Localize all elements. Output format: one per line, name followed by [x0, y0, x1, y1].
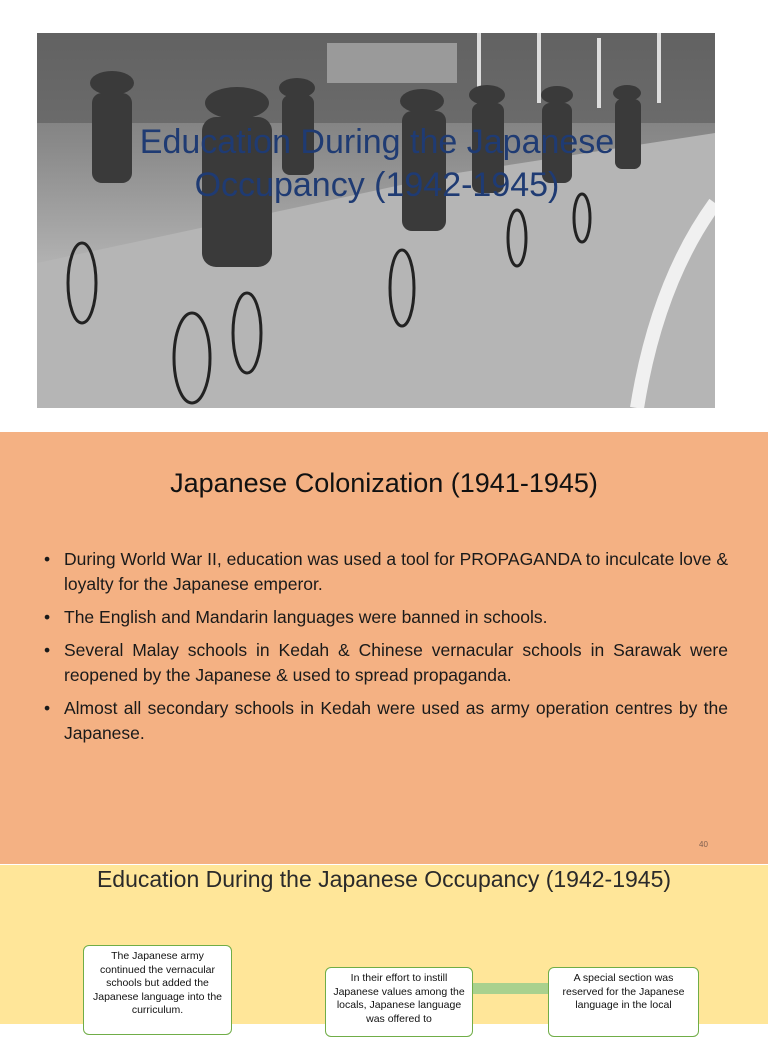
photo-illustration	[37, 33, 715, 408]
info-box-3: A special section was reserved for the Japanese language in the local	[548, 967, 699, 1037]
bullet-icon: •	[44, 698, 51, 718]
connector-bar	[473, 983, 548, 994]
list-item: • The English and Mandarin languages were banned in schools.	[44, 605, 728, 630]
slide-1	[0, 0, 768, 432]
soldiers-on-bicycles-photo	[37, 33, 715, 408]
slide-number: 40	[699, 840, 708, 849]
bullet-icon: •	[44, 607, 51, 627]
bullet-icon: •	[44, 549, 51, 569]
list-item: • Almost all secondary schools in Kedah were used as army operation centres by the Japanese.	[44, 698, 728, 743]
slide-1-title: Education During the Japanese Occupancy (1942-1945)	[139, 123, 615, 204]
slide-2	[0, 432, 768, 864]
list-item: • Several Malay schools in Kedah & Chinese vernacular schools in Sarawak were reopened by the Japanese & used to spread propaganda.	[44, 640, 728, 685]
info-box-2: In their effort to instill Japanese values among the locals, Japanese language was offered to	[325, 967, 473, 1037]
bullet-icon: •	[44, 640, 51, 660]
list-item: • During World War II, education was used a tool for PROPAGANDA to inculcate love & loyalty for the Japanese emperor.	[44, 549, 728, 594]
info-box-1: The Japanese army continued the vernacular schools but added the Japanese language into the curriculum.	[83, 945, 232, 1035]
slide-3	[0, 865, 768, 1024]
slide-2-title: Japanese Colonization (1941-1945)	[170, 468, 598, 498]
bullet-list	[44, 547, 728, 754]
slide-3-title: Education During the Japanese Occupancy (1942-1945)	[96, 866, 672, 892]
